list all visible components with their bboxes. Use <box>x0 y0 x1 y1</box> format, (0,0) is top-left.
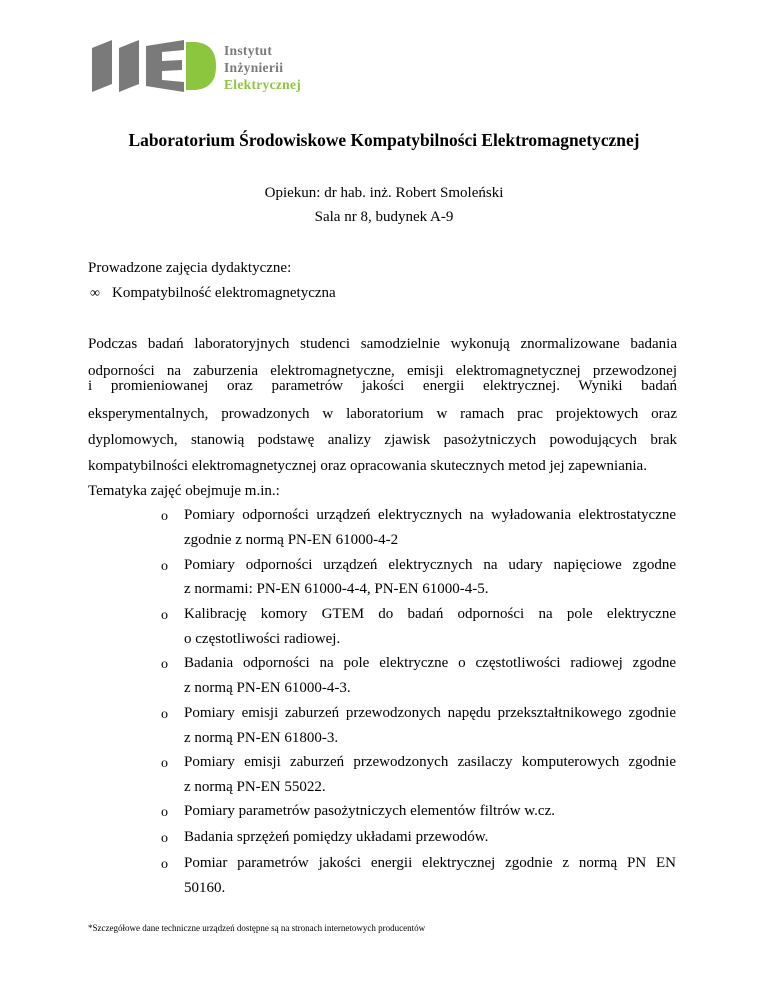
intro-line: i promieniowanej oraz parametrów jakości energii elektrycznej. Wyniki badań <box>88 378 677 394</box>
topic-line: 50160. <box>184 880 226 896</box>
topic-bullet: o <box>161 608 168 623</box>
intro-line: kompatybilności elektromagnetycznej oraz opracowania skutecznych metod jej zapewniania. <box>88 458 647 474</box>
topic-bullet: o <box>161 707 168 722</box>
topic-bullet: o <box>161 559 168 574</box>
logo-line-institute: Instytut <box>224 43 273 58</box>
room-line: Sala nr 8, budynek A-9 <box>314 209 454 225</box>
topic-line: Badania sprzężeń pomiędzy układami przewodów. <box>184 829 489 845</box>
topic-line: Kalibrację komory GTEM do badań odporności na pole elektryczne <box>184 606 676 622</box>
topic-bullet: o <box>161 857 168 872</box>
courses-heading: Prowadzone zajęcia dydaktyczne: <box>88 260 292 276</box>
topic-line: Pomiary odporności urządzeń elektrycznych na wyładowania elektrostatyczne <box>184 507 676 523</box>
course-item: Kompatybilność elektromagnetyczna <box>112 285 336 301</box>
topic-bullet: o <box>161 831 168 846</box>
institute-logo <box>92 40 322 92</box>
topic-line: Pomiary emisji zaburzeń przewodzonych zasilaczy komputerowych zgodnie <box>184 754 676 770</box>
footnote: *Szczegółowe dane techniczne urządzeń dostępne są na stronach internetowych producentów <box>88 923 426 933</box>
topic-bullet: o <box>161 756 168 771</box>
course-bullet: ∞ <box>90 286 100 301</box>
logo-text <box>224 42 301 93</box>
topic-line: z normą PN-EN 61800-3. <box>184 730 339 746</box>
intro-line: dyplomowych, stanowią podstawę analizy zjawisk pasożytniczych powodujących brak <box>88 432 677 448</box>
intro-line: Podczas badań laboratoryjnych studenci samodzielnie wykonują znormalizowane badania <box>88 336 677 352</box>
topic-bullet: o <box>161 805 168 820</box>
topic-line: Pomiar parametrów jakości energii elektrycznej zgodnie z normą PN EN <box>184 855 676 871</box>
intro-line: odporności na zaburzenia elektromagnetyczne, emisji elektromagnetycznej przewodzonej <box>88 363 677 379</box>
topic-line: Pomiary emisji zaburzeń przewodzonych napędu przekształtnikowego zgodnie <box>184 705 676 721</box>
topic-line: Pomiary parametrów pasożytniczych elementów filtrów w.cz. <box>184 803 555 819</box>
topic-line: z normami: PN-EN 61000-4-4, PN-EN 61000-4-5. <box>184 581 489 597</box>
topic-line: Badania odporności na pole elektryczne o częstotliwości radiowej zgodne <box>184 655 676 671</box>
intro-line: eksperymentalnych, prowadzonych w laboratorium w ramach prac projektowych oraz <box>88 406 677 422</box>
topic-line: z normą PN-EN 55022. <box>184 779 326 795</box>
supervisor-line: Opiekun: dr hab. inż. Robert Smoleński <box>264 185 504 201</box>
logo-line-electrical: Elektrycznej <box>224 77 302 92</box>
iie-logo-mark-icon <box>92 40 216 92</box>
logo-line-engineering: Inżynierii <box>224 60 284 75</box>
topic-line: z normą PN-EN 61000-4-3. <box>184 680 351 696</box>
topic-line: o częstotliwości radiowej. <box>184 631 341 647</box>
page-title: Laboratorium Środowiskowe Kompatybilności Elektromagnetycznej <box>128 130 640 150</box>
topics-heading: Tematyka zajęć obejmuje m.in.: <box>88 483 280 499</box>
topic-line: zgodnie z normą PN-EN 61000-4-2 <box>184 532 399 548</box>
topic-bullet: o <box>161 509 168 524</box>
topic-bullet: o <box>161 657 168 672</box>
topic-line: Pomiary odporności urządzeń elektrycznych na udary napięciowe zgodne <box>184 557 676 573</box>
